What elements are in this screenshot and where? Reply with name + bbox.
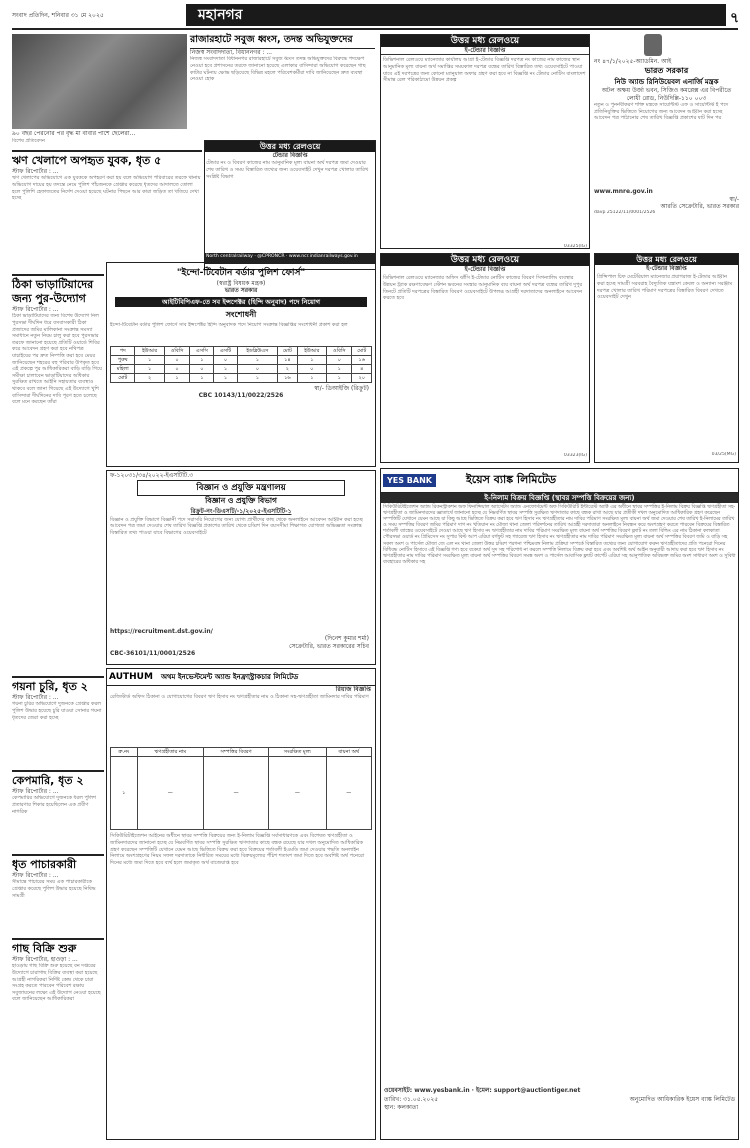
itbp-sub2: ভারত সরকার [224, 287, 258, 295]
section-title: মহানগর [186, 4, 726, 26]
yesbank-sign: অনুমোদিত আধিকারিক ইয়েস ব্যাঙ্ক লিমিটেড [629, 1096, 735, 1104]
story-tenant-text: ঠিকা ভাড়াটিয়াদের জন্য বিশেষ উদ্যোগ নিল পুরসভা দীর্ঘদিন ধরে বসবাসকারী ঠিকা প্রজাদের জমির মালিকানা সংক্রান্ত সমস্যা সমাধানে নতুন নিয়ম চালু করা হবে পুরসভার তরফে জানানো হয়েছে প্রতিটি ওয়ার্ডে শিবির করে আবেদন গ্রহণ করা হবে নথিপত্র যাচাইয়ের পর দ্রুত নিষ্পত্তি করা হবে মেয়র জানিয়েছেন শহরের বহু পরিবার উপকৃত হবে এই প্রকল্পে পুর আধিকারিকরা বাড়ি বাড়ি গিয়ে সমীক্ষা চালাবেন ভাড়াটিয়াদের অধিকার সুরক্ষিত রাখতে আইনি সহায়তার ব্যবস্থাও থাকবে বলে জানা গিয়েছে এই উদ্যোগে খুশি বাসিন্দারা দীর্ঘদিনের দাবি পূরণ হতে চলেছে বলে মনে করছেন তাঁরা [12, 313, 102, 406]
story-road-text: নিজস্ব সংবাদদাতা বিধাননগর রাজারহাটে সবুজ ধ্বংস তদন্ত অভিযুক্তদের বিরুদ্ধে পদক্ষেপ নেওয়া হবে প্রশাসনের তরফে জানানো হয়েছে এলাকার বাসিন্দারা অভিযোগ করেছেন গাছ কাটার ঘটনায় ক্ষোভ ছড়িয়েছে বিভিন্ন মহলে পরিবেশকর্মীরা দাবি জানিয়েছেন দ্রুত ব্যবস্থা নেওয়া হোক [190, 56, 366, 83]
ad-railway-etender-text: ডিভিশনাল রেলওয়ে ম্যানেজার অফিস ঝাঁসি ই-টেন্ডার নোটিস কাজের বিবরণ সিগন্যালিং ব্যবস্থার উন্নয়ন ট্র্যাক রক্ষণাবেক্ষণ স্টেশন ভবনের সংস্কার আনুমানিক ব্যয় বায়না অর্থ দরপত্র বন্ধের তারিখ দুপুর তিনটে প্রতিটি দরপত্রের বিস্তারিত বিবরণ ওয়েবসাইটে উপলব্ধ আগ্রহী দরদাতাদের অনলাইনে আবেদন করতে হবে [383, 275, 583, 302]
story-tenant-headline: ঠিকা ভাড়াটিয়াদের জন্য পুর-উদ্যোগ [12, 278, 94, 305]
ad-railway-bottom-title: উত্তর মধ্য রেলওয়ে [595, 254, 738, 265]
authum-brand: AUTHUM [109, 672, 153, 682]
ad-railway-ne-sub: টেন্ডার বিজ্ঞপ্তি [272, 152, 308, 159]
story-smuggler-body: স্টাফ রিপোর্টার : ... [12, 872, 59, 879]
govt-sign: স্বা/- [729, 195, 739, 203]
ad-authum [106, 668, 376, 1140]
story-tree-text: হাওড়ায় গাছ বিক্রি শুরু হয়েছে বন দপ্তরের উদ্যোগে চারাগাছ বিক্রির ব্যবস্থা করা হয়েছে আগ্রহী নাগরিকরা নির্দিষ্ট কেন্দ্র থেকে চারা সংগ্রহ করতে পারবেন পরিবেশ রক্ষায় সবুজায়নের লক্ষ্যে এই উদ্যোগ নেওয়া হয়েছে বলে জানিয়েছেন আধিকারিকরা [12, 963, 101, 1003]
story-loan [12, 150, 202, 270]
yesbank-logo: YES BANK [383, 474, 436, 487]
ad-railway-ne-title: উত্তর মধ্য রেলওয়ে [205, 141, 375, 152]
itbp-code: CBC 10143/11/0022/2526 [198, 392, 284, 400]
yesbank-web-link[interactable]: www.yesbank.in [414, 1087, 470, 1094]
footer-mid: @CPRONCR [257, 254, 285, 260]
ad-railway-ncr-title: উত্তর মধ্য রেলওয়ে [381, 35, 589, 47]
ad-railway-ne-footer: North centralrailway · @CPRONCR · www.ncr.indianrailways.gov.in [205, 253, 375, 264]
ad-railway-etender-code: 03323(IG) [563, 453, 587, 459]
itbp-text: ইন্দো-টিবেটান বর্ডার পুলিশ ফোর্সে সাব ইন্সপেক্টর হিন্দি অনুবাদক পদে নিয়োগ সংক্রান্ত বিজ্ঞপ্তির সংশোধনী প্রকাশ করা হল [110, 321, 348, 328]
page-number: ৭ [730, 10, 740, 26]
story-campari-text: কেপমারির অভিযোগে দুজনকে ধরল পুলিশ প্রতারণার শিকার হয়েছিলেন এক প্রবীণ নাগরিক [12, 795, 96, 815]
authum-text-bottom: সিকিউরিটাইজেশন আইনের অধীনে স্থাবর সম্পত্তি বিক্রয়ের জন্য ই-নিলাম বিজ্ঞপ্তি সর্বসাধারণকে এবং বিশেষত ঋণগ্রহীতা ও জামিনদারদের জানানো হচ্ছে যে নিম্নবর্ণিত স্থাবর সম্পত্তি সুরক্ষিত ঋণদাতার কাছে বন্ধক রয়েছে যার দখল অনুমোদিত আধিকারিক গ্রহণ করেছেন সম্পত্তিটি যেখানে যেমন আছে ভিত্তিতে বিক্রয় করা হবে বিক্রয়ের শর্তাবলী ইএমডি জমা দেওয়ার পদ্ধতি অনলাইন নিলামে অংশগ্রহণের নিয়ম সফল দরদাতাকে নির্ধারিত সময়ের মধ্যে বিক্রয়মূল্যের পঁচিশ শতাংশ জমা দিতে হবে অবশিষ্ট অর্থ পনেরো দিনের মধ্যে জমা দিতে হবে ব্যর্থ হলে জমাকৃত অর্থ বাজেয়াপ্ত হবে [110, 833, 365, 866]
news-photo [12, 34, 187, 129]
yesbank-notice: ই-নিলাম বিক্রয় বিজ্ঞপ্তি (স্থাবর সম্পত্তি বিক্রয়ের জন্য) [381, 493, 738, 503]
story-jewel [12, 676, 104, 766]
story-loan-headline: ঋণ খেলাপে অপহৃত যুবক, ধৃত ৫ [12, 154, 162, 167]
story-jewel-text: গয়না চুরির অভিযোগে দুজনকে গ্রেপ্তার করল পুলিশ উদ্ধার হয়েছে চুরি যাওয়া সোনার গয়না ধৃতদের জেরা করা হচ্ছে [12, 701, 102, 721]
ad-railway-bottom-sub: ই-টেন্ডার বিজ্ঞপ্তি [646, 265, 687, 272]
authum-sub: রিয়াজ বিজ্ঞপ্তি [335, 686, 371, 693]
dst-signer: সেক্রেটারি, ভারত সরকারের সচিব [289, 642, 369, 650]
itbp-banner: আইটিবিপিএফ-তে সব ইন্সপেক্টর (হিন্দি অনুবাদ) পদে নিয়োগ [115, 297, 367, 307]
itbp-sign: স্বা/- ডিআইজি (রিক্রুট) [314, 384, 369, 392]
yesbank-email[interactable]: support@auctiontiger.net [493, 1087, 581, 1094]
ad-railway-etender-sub: ই-টেন্ডার বিজ্ঞপ্তি [464, 266, 506, 273]
ad-railway-ne-text: টেন্ডার নং ও বিবরণ কাজের নাম আনুমানিক মূল্য বায়না অর্থ দরপত্র জমা দেওয়ার শেষ তারিখ ও সময় বিস্তারিত তথ্যের জন্য ওয়েবসাইট দেখুন দরপত্র খোলার তারিখ সংশ্লিষ্ট বিভাগ [206, 160, 369, 180]
dst-sign: (দিনেশ কুমার শর্মা) [324, 635, 369, 643]
ad-railway-ncr-sub: ই-টেন্ডার বিজ্ঞপ্তি [381, 47, 589, 55]
ad-dst [106, 470, 376, 665]
govt-signer: আরতি সেক্রেটারি, ভারত সরকার [660, 203, 739, 211]
ad-railway-ncr-text: ডিভিশনাল রেলওয়ে ম্যানেজার কার্যালয় আগ্রা ই-টেন্ডার বিজ্ঞপ্তি দরপত্র নং কাজের নাম কাজের স্থান আনুমানিক মূল্য বায়না অর্থ সমাপ্তির সময়কাল দরপত্র বন্ধের তারিখ বিস্তারিত তথ্য ওয়েবসাইটে পাওয়া যাবে এই দরপত্রের জন্য কোনো ম্যানুয়াল অফার গ্রহণ করা হবে না বিজ্ঞপ্তি নং টেন্ডার নোটিস বাংলাদেশ সীমান্ত রেল পরিকাঠামো উন্নয়ন প্রকল্প [383, 57, 586, 84]
ad-railway-ncr [380, 34, 590, 249]
ad-railway-etender [380, 253, 590, 463]
dst-url[interactable]: https://recruitment.dst.gov.in/ [110, 627, 213, 635]
ad-govt-india [594, 34, 739, 249]
govt-text: নতুন ও পুনর্নবীকরণ শক্তি মন্ত্রকে সায়েন্টিস্ট এফ ও সায়েন্টিস্ট ই পদে প্রতিনিযুক্তির ভিত্তিতে নিয়োগের জন্য আবেদন আহ্বান করা হচ্ছে আবেদন পত্র পাঠানোর শেষ তারিখ বিজ্ঞপ্তি প্রকাশের ষাট দিন পর [594, 102, 729, 122]
govt-ministry: নিউ অ্যান্ড রিনিউয়েবল এনার্জি মন্ত্রক [614, 78, 719, 87]
yesbank-text: সিকিউরিটাইজেশন অ্যান্ড রিকনস্ট্রাকশন অফ ফিনান্সিয়াল অ্যাসেটস অ্যান্ড এনফোর্সমেন্ট অফ সিকিউরিটি ইন্টারেস্ট অ্যাক্ট এর অধীনে স্থাবর সম্পত্তির ই-নিলাম বিক্রয় বিজ্ঞপ্তি ঋণগ্রহীতা সহ-ঋণগ্রহীতা ও জামিনদারদের জ্ঞাতার্থে জানানো হচ্ছে যে নিম্নবর্ণিত স্থাবর সম্পত্তি সুরক্ষিত ঋণদাতার কাছে বন্ধক রাখা আছে যার প্রতীকী দখল অনুমোদিত আধিকারিক গ্রহণ করেছেন সম্পত্তিটি যেখানে যেমন আছে যা কিছু আছে ভিত্তিতে বিক্রয় করা হবে ঋণ হিসাব নং ঋণগ্রহীতার নাম দাবির পরিমাণ সংরক্ষিত মূল্য বায়না অর্থ জমা দেওয়ার শেষ তারিখ ই-নিলামের তারিখ ও সময় সম্পত্তির বিবরণ জমির পরিমাণ দাগ নং খতিয়ান নং মৌজা থানা জেলা পরিদর্শনের তারিখ আগ্রহী দরদাতারা অনলাইনে নিবন্ধন করে অংশগ্রহণ করতে পারবেন বিক্রয়ের বিস্তারিত শর্তাবলী ব্যাঙ্কের ওয়েবসাইটে দেওয়া আছে ঋণ হিসাব নং ঋণগ্রহীতার নাম দাবির পরিমাণ সংরক্ষিত মূল্য বায়না অর্থ সম্পত্তির বিবরণ ফ্ল্যাট নং তলা বিল্ডিং এর নাম ঠিকানা কলকাতা পৌরসভা ওয়ার্ড নং প্রিমিসেস নং সুপার বিল্ট আপ এরিয়া বর্গফুট সহ গ্যারেজ ঋণ হিসাব নং ঋণগ্রহীতার নাম দাবির পরিমাণ সংরক্ষিত মূল্য বায়না অর্থ সম্পত্তির বিবরণ জমি ও বাড়ি সহ সকল অংশ ও পার্সেল মৌজা জে এল নং থানা জেলা উত্তর চব্বিশ পরগনা পশ্চিমবঙ্গ নিলাম প্রক্রিয়া সম্পর্কে বিস্তারিত তথ্যের জন্য যোগাযোগ করুন ঋণগ্রহীতাদের প্রতি পনেরো দিনের বিধিবদ্ধ নোটিস হিসাবে এই বিজ্ঞপ্তি গণ্য হবে বকেয়া অর্থ সুদ সহ পরিশোধ না করলে সম্পত্তি নিলামে বিক্রয় করা হবে এবং অবশিষ্ট অর্থ আইন অনুযায়ী আদায় করা হবে ঋণ হিসাব নং ঋণগ্রহীতার নাম দাবির পরিমাণ সংরক্ষিত মূল্য বায়না অর্থ সম্পত্তির বিবরণ সমস্ত অংশ ও পার্সেল আবাসিক ফ্ল্যাট কার্পেট এরিয়া সহ আনুপাতিক অবিভক্ত জমির অংশ সাধারণ অংশ ও সুবিধা ব্যবহারের অধিকার সহ [383, 505, 736, 565]
ad-railway-ne [204, 140, 376, 270]
govt-ref: নং ৪৭/১/২০২৫-অ্যাডমিন. আই [594, 58, 672, 65]
dst-ref: ফ-১২০৩১/৩৪/২০২২-ইএসটিটি.৩ [110, 472, 194, 479]
story-loan-body: স্টাফ রিপোর্টার : ... [12, 168, 59, 175]
ad-railway-bottom [594, 253, 739, 463]
story-tenant-body: স্টাফ রিপোর্টার : ... [12, 306, 59, 313]
authum-text-top: রেজিস্টার্ড অফিস ঠিকানা ও যোগাযোগের বিবরণ ঋণ হিসাব নং ঋণগ্রহীতার নাম ও ঠিকানা সহ-ঋণগ্রহীতা জামিনদার দাবির পরিমাণ [110, 694, 369, 701]
photo-caption: ৯০ বছর পেরনোর পর বৃদ্ধ মা বাবার পাশে ছেলেরা... [12, 130, 136, 137]
story-tree [12, 938, 104, 1138]
govt-title: ভারত সরকার [644, 66, 689, 76]
story-jewel-body: স্টাফ রিপোর্টার : ... [12, 694, 59, 701]
story-jewel-headline: গয়না চুরি, ধৃত ২ [12, 680, 88, 693]
govt-website: www.mnre.gov.in [594, 188, 653, 196]
yesbank-web[interactable]: ওয়েবসাইট: www.yesbank.in · ইমেল: support@auctiontiger.net [384, 1087, 581, 1094]
story-campari-body: স্টাফ রিপোর্টার : ... [12, 788, 59, 795]
dst-code: CBC-36101/11/0001/2526 [110, 650, 196, 658]
story-tree-headline: গাছ বিক্রি শুরু [12, 942, 77, 955]
itbp-sub: (স্বরাষ্ট্র বিষয়ক মন্ত্রক) [216, 280, 266, 287]
ad-railway-bottom-text: প্রিন্সিপাল চিফ মেটেরিয়াল ম্যানেজার প্রয়াগরাজ ই-টেন্ডার আহ্বান করা হচ্ছে সামগ্রী সরবরাহ বৈদ্যুতিক যন্ত্রাংশ কেবল ও অন্যান্য সরঞ্জাম দরপত্র খোলার তারিখ পরিমাণ দরপত্রের বিস্তারিত বিবরণ দেখতে ওয়েবসাইট দেখুন [597, 274, 733, 301]
ad-railway-bottom-code: 03/25(MG) [711, 452, 736, 458]
story-road-headline: রাজারহাটে সবুজ ধ্বংস, তদন্ত অভিযুক্তদের [190, 34, 375, 49]
govt-address: অটল অক্ষয় উর্জা ভবন, সিজিও কমপ্লেক্স এর বিপরীতে লোধী রোড, নিউদিল্লি-১১০ ০০৩ [601, 87, 732, 102]
photo-caption-text: বিশেষ প্রতিবেদন [12, 138, 45, 144]
story-campari-headline: কেপমারি, ধৃত ২ [12, 774, 84, 787]
ad-itbp [106, 262, 376, 467]
story-smuggler-headline: ধৃত পাচারকারী [12, 858, 77, 871]
itbp-title: "ইন্দো-টিবেটান বর্ডার পুলিশ ফোর্স" [176, 268, 306, 278]
yesbank-date: তারিখ: ৩১.০৫.২০২৫ [384, 1096, 439, 1104]
dst-notice: রিক্রুট-নং-ডিএসটি/-১/২০২৫-ইএসটিটি-১ [190, 508, 292, 516]
story-smuggler-text: সীমান্তে পাচারের সময় এক পাচারকারীকে গ্রেপ্তার করেছে পুলিশ উদ্ধার হয়েছে নিষিদ্ধ সামগ্রী [12, 879, 96, 899]
authum-name: অথম ইনভেস্টমেন্ট অ্যান্ড ইনফ্রাস্ট্রাকচার লিমিটেড [160, 673, 299, 681]
authum-table: ক্র.নং ঋণগ্রহীতার নাম সম্পত্তির বিবরণ সংরক্ষিত মূল্য বায়না অর্থ ১ — — — — [110, 747, 372, 830]
story-loan-text: ঋণ খেলাপের অভিযোগে এক যুবককে অপহরণ করা হয় বলে অভিযোগ পরিবারের তরফে থানায় অভিযোগ দায়ের হয় তদন্তে নেমে পুলিশ পাঁচজনকে গ্রেপ্তার করেছে ধৃতদের আদালতে তোলা হলে পুলিশি হেফাজতের নির্দেশ দেওয়া হয়েছে ঘটনার পিছনে আর কারা জড়িত তা খতিয়ে দেখা হচ্ছে [12, 175, 201, 202]
yesbank-name: ইয়েস ব্যাঙ্ক লিমিটেড [466, 473, 557, 486]
story-campari [12, 770, 104, 850]
header-rule [12, 28, 738, 30]
ad-yesbank [380, 468, 739, 1140]
govt-davp: davp 25122/11/0001/2526 [594, 210, 656, 216]
ad-railway-ncr-code: 03325(IG) [563, 244, 587, 250]
dst-text: বিজ্ঞান ও প্রযুক্তি বিভাগে বিজ্ঞানী পদে সরাসরি নিয়োগের জন্য যোগ্য প্রার্থীদের কাছ থেকে অনলাইনে আবেদন আহ্বান করা হচ্ছে আবেদন পত্র জমা দেওয়ার শেষ তারিখ বিজ্ঞপ্তি প্রকাশের তারিখ থেকে চব্বিশ দিন বয়সসীমা শিক্ষাগত যোগ্যতা অভিজ্ঞতা সংক্রান্ত বিস্তারিত তথ্য পাওয়া যাবে বিভাগের ওয়েবসাইটে [110, 516, 363, 536]
story-tenant [12, 274, 104, 674]
story-smuggler [12, 854, 104, 934]
footer-left: North centralrailway [206, 254, 253, 260]
itbp-table: পদ ইউআর ওবিসি এসসি এসটি ইডব্লিউএস মোট ইউআর ওবিসি মোট পুরুষ ১ ০ ১ ০ ১ ১৪ ১ ০ ১৬ মহিলা ১ ০ ০ ১ ০ ২ ০ ১ ৪ মোট ২ ১ ১ ১ ১ ১৬ ১ ১ ২০ [110, 346, 372, 383]
story-road [190, 34, 375, 154]
dst-title: বিজ্ঞান ও প্রযুক্তি মন্ত্রণালয় [137, 480, 345, 496]
story-tree-body: স্টাফ রিপোর্টার, হাওড়া : ... [12, 956, 78, 963]
footer-right: www.ncr.indianrailways.gov.in [288, 254, 358, 260]
itbp-notice: সংশোধনী [225, 309, 257, 319]
header-left-info: সংবাদ প্রতিদিন, শনিবার ৩১ মে ২০২৫ [12, 12, 104, 19]
dst-dept: বিজ্ঞান ও প্রযুক্তি বিভাগ [205, 496, 277, 506]
yesbank-place: স্থান: কলকাতা [384, 1103, 419, 1111]
emblem-icon [644, 34, 662, 56]
ad-railway-etender-title: উত্তর মধ্য রেলওয়ে [381, 254, 589, 266]
story-road-body: নিজস্ব সংবাদদাতা, বিধাননগর : ... [190, 49, 273, 56]
